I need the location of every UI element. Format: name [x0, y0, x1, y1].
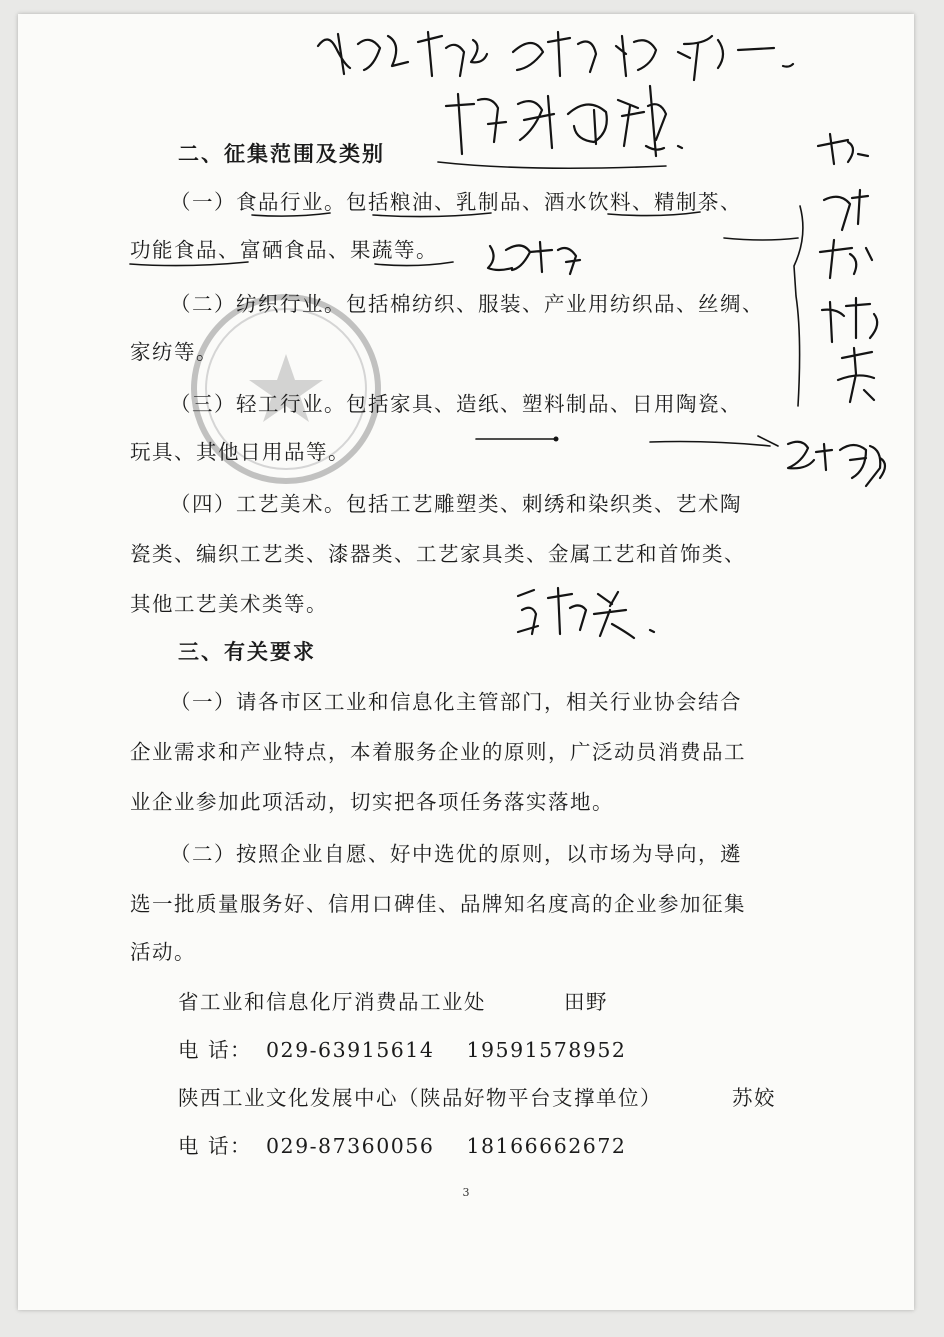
item3-line2: 玩具、其他日用品等。 [130, 440, 350, 464]
req2-line1: （二）按照企业自愿、好中选优的原则，以市场为导向，遴 [170, 842, 742, 866]
contact1-phone-label: 电 话： [178, 1038, 253, 1062]
item4-line1: （四）工艺美术。包括工艺雕塑类、刺绣和染织类、艺术陶 [170, 492, 742, 516]
handwriting-right-margin [818, 134, 877, 402]
handwriting-top-line [318, 32, 793, 80]
handwriting-item4 [518, 588, 654, 638]
req1-line3: 业企业参加此项活动，切实把各项任务落实落地。 [130, 790, 614, 814]
item2-line1: （二）纺织行业。包括棉纺织、服装、产业用纺织品、丝绸、 [170, 292, 764, 316]
contact1-org: 省工业和信息化厅消费品工业处 [178, 990, 486, 1014]
item1-line2: 功能食品、富硒食品、果蔬等。 [130, 238, 438, 262]
req2-line2: 选一批质量服务好、信用口碑佳、品牌知名度高的企业参加征集 [130, 892, 746, 916]
document-page [18, 14, 914, 1310]
handwriting-item3 [788, 442, 885, 486]
item4-line2: 瓷类、编织工艺类、漆器类、工艺家具类、金属工艺和首饰类、 [130, 542, 746, 566]
underline-marks [130, 162, 803, 446]
handwriting-top-line2 [446, 86, 682, 156]
page-number: 3 [462, 1186, 470, 1199]
req2-line3: 活动。 [130, 940, 196, 964]
contact2-phone-label: 电 话： [178, 1134, 253, 1158]
contact1-name: 田野 [564, 990, 608, 1014]
item1-line1: （一）食品行业。包括粮油、乳制品、酒水饮料、精制茶、 [170, 190, 742, 214]
req1-line1: （一）请各市区工业和信息化主管部门，相关行业协会结合 [170, 690, 742, 714]
item2-line2: 家纺等。 [130, 340, 218, 364]
contact2-name: 苏姣 [732, 1086, 776, 1110]
req1-line2: 企业需求和产业特点，本着服务企业的原则，广泛动员消费品工 [130, 740, 746, 764]
section-3-heading: 三、有关要求 [178, 640, 316, 664]
handwritten-annotations [18, 14, 914, 1310]
contact2-org: 陕西工业文化发展中心（陕品好物平台支撑单位） [178, 1086, 662, 1110]
item3-line1: （三）轻工行业。包括家具、造纸、塑料制品、日用陶瓷、 [170, 392, 742, 416]
item4-line3: 其他工艺美术类等。 [130, 592, 328, 616]
contact1-phones: 029-63915614 19591578952 [266, 1038, 627, 1062]
handwriting-yanan-apple [488, 242, 580, 274]
contact2-phones: 029-87360056 18166662672 [266, 1134, 627, 1158]
section-2-heading: 二、征集范围及类别 [178, 142, 385, 166]
